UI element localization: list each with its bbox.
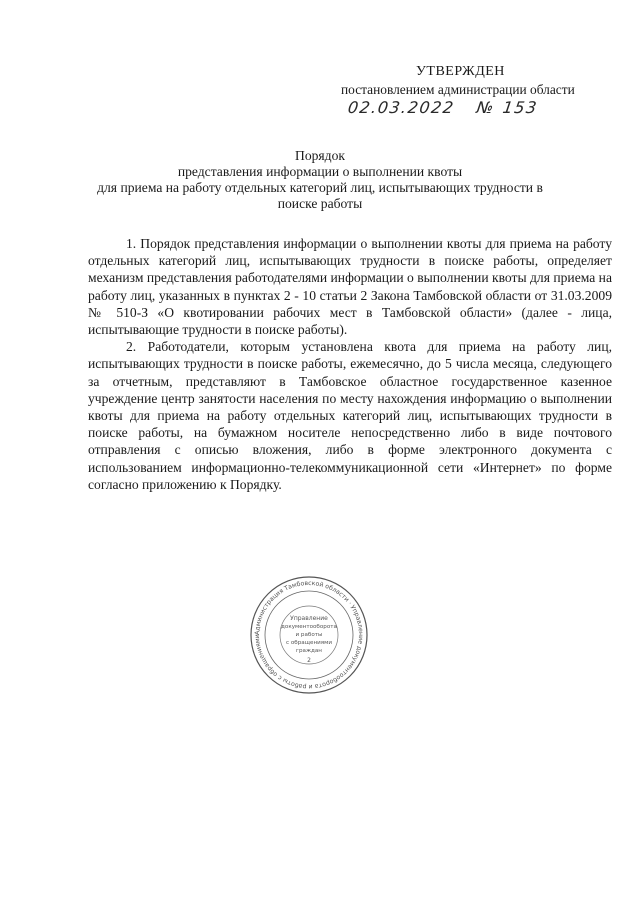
svg-text:с обращениями: с обращениями bbox=[286, 640, 332, 646]
svg-text:граждан: граждан bbox=[296, 648, 322, 654]
svg-text:Управление: Управление bbox=[290, 615, 328, 622]
title-line: представления информации о выполнении квоты bbox=[177, 164, 463, 179]
approval-number: 153 bbox=[501, 98, 540, 117]
title-line: для приема на работу отдельных категорий лиц, испытывающих трудности в bbox=[97, 180, 543, 195]
approval-line: постановлением администрации области bbox=[341, 82, 575, 97]
paragraph-2: 2. Работодатели, которым установлена квота для приема на работу лиц, испытывающих трудности в поиске работы, ежемесячно, до 5 числа месяца, следующего за отчетным, представляют в Тамбовское областное государственное казенное учреждение центр занятости населения по месту нахождения информацию о выполнении квоты для приема на работу отдельных категорий лиц, испытывающих трудности в поиске работы, на бумажном носителе непосредственно либо в виде почтового отправления с описью вложения, либо в форме электронного документа с использованием информационно-телекоммуникационной сети «Интернет» по форме согласно приложению к Порядку. bbox=[88, 339, 612, 492]
document-body bbox=[88, 235, 612, 493]
approval-title: УТВЕРЖДЕН bbox=[416, 64, 505, 79]
svg-text:Администрация Тамбовской облас: Администрация Тамбовской области · Управление документооборота и работы с обращениями bbox=[253, 579, 365, 691]
approval-date: 02.03.2022 bbox=[346, 98, 456, 117]
seal-graphic bbox=[248, 574, 370, 696]
approval-handwritten-date-number bbox=[347, 98, 539, 117]
svg-text:2: 2 bbox=[307, 657, 311, 664]
official-seal bbox=[248, 574, 370, 696]
title-line: поиске работы bbox=[277, 196, 363, 211]
approval-number-sign: № bbox=[475, 98, 497, 117]
paragraph-1: 1. Порядок представления информации о выполнении квоты для приема на работу отдельных категорий лиц, испытывающих трудности в поиске работы, определяет механизм представления работодателями информации о выполнении квоты для приема на работу лиц, указанных в пунктах 2 - 10 статьи 2 Закона Тамбовской области от 31.03.2009 № 510-З «О квотировании рабочих мест в Тамбовской области» (далее - лица, испытывающие трудности в поиске работы). bbox=[88, 236, 612, 338]
document-title bbox=[60, 148, 580, 212]
svg-text:и работы: и работы bbox=[295, 632, 323, 638]
title-line: Порядок bbox=[295, 148, 345, 163]
svg-text:документооборота: документооборота bbox=[281, 624, 337, 630]
